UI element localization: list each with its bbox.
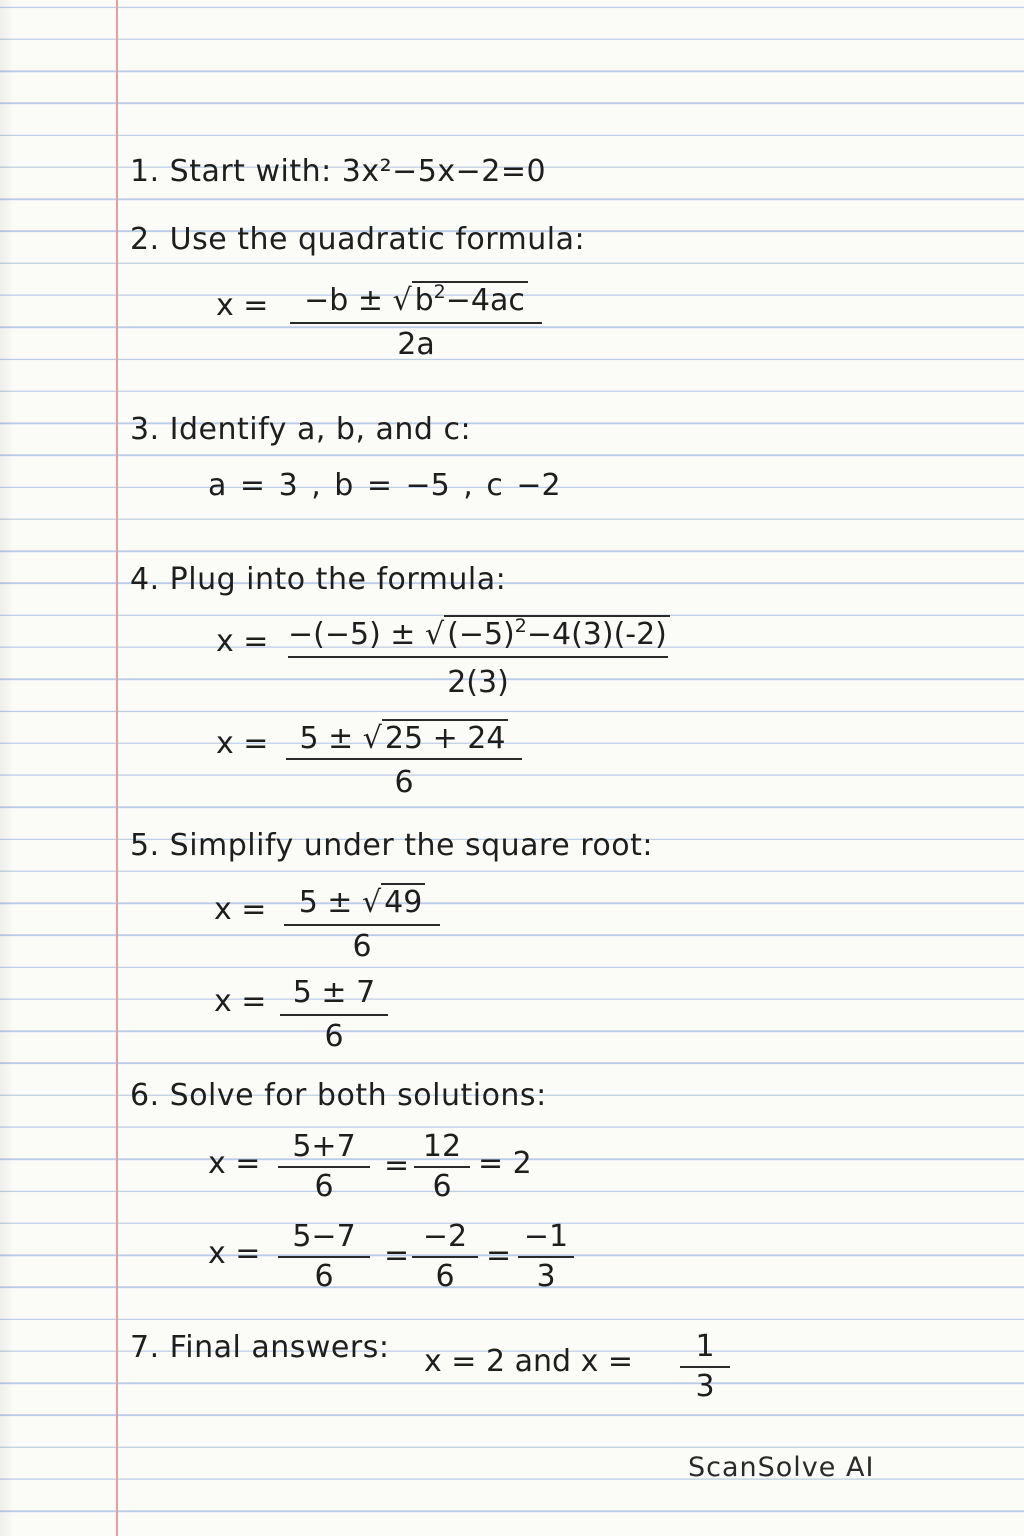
solution-1-fraction-b: 12 6 <box>414 1130 470 1206</box>
solution-1-result: = 2 <box>478 1146 532 1181</box>
margin-line <box>116 0 118 1536</box>
fraction-denominator: 2(3) <box>447 665 509 700</box>
final-answer-text: x = 2 and x = <box>424 1344 633 1379</box>
step-1: 1. Start with: 3x²−5x−2=0 <box>130 154 547 189</box>
step-7-heading: 7. Final answers: <box>130 1330 390 1365</box>
step-4-heading: 4. Plug into the formula: <box>130 562 507 597</box>
fraction-bar <box>288 656 668 658</box>
fraction-denominator: 2a <box>397 327 435 362</box>
solution-1-lhs: x = <box>208 1146 261 1181</box>
fraction-bar <box>284 924 440 926</box>
fraction-denominator: 6 <box>352 929 372 964</box>
solution-2-lhs: x = <box>208 1236 261 1271</box>
step-6-heading: 6. Solve for both solutions: <box>130 1078 547 1113</box>
fraction-bar <box>290 322 542 324</box>
equals-sign: = <box>486 1238 512 1273</box>
step-2-heading: 2. Use the quadratic formula: <box>130 222 586 257</box>
fraction-bar <box>280 1014 388 1016</box>
fraction-numerator: 5 ± 7 <box>292 975 376 1010</box>
equals-sign: = <box>384 1238 410 1273</box>
solution-1-fraction-a: 5+7 6 <box>278 1130 370 1206</box>
equals-sign: = <box>384 1148 410 1183</box>
simplified-lhs: x = <box>216 726 269 761</box>
fraction-numerator: 5 ± √ 49 <box>284 886 440 920</box>
solution-2-fraction-a: 5−7 6 <box>278 1220 370 1296</box>
fraction-numerator: −(−5) ± √ $(-5)^2-4(3)(-2)$ <box>288 618 668 652</box>
simplified-fraction <box>286 718 522 804</box>
fraction-denominator: 6 <box>394 765 414 800</box>
fraction-bar <box>286 758 522 760</box>
substitution-lhs: x = <box>216 624 269 659</box>
final-answer-fraction: 1 3 <box>680 1330 730 1406</box>
fraction-denominator: 6 <box>324 1019 344 1054</box>
solution-2-fraction-b: −2 6 <box>412 1220 478 1296</box>
root-fraction <box>284 884 440 970</box>
formula-lhs: x = <box>216 288 269 323</box>
substitution-fraction <box>288 614 668 706</box>
quadratic-formula-fraction <box>290 280 542 370</box>
step-3-heading: 3. Identify a, b, and c: <box>130 412 472 447</box>
step-5-heading: 5. Simplify under the square root: <box>130 828 653 863</box>
coefficients: a = 3 , b = −5 , c −2 <box>208 468 561 503</box>
fraction-numerator: −b ± √ $b^2-4ac$ <box>290 284 542 318</box>
evaluated-fraction <box>280 976 388 1062</box>
root-lhs: x = <box>214 892 267 927</box>
signature: ScanSolve AI <box>688 1452 875 1483</box>
evaluated-lhs: x = <box>214 984 267 1019</box>
solution-2-fraction-c: −1 3 <box>518 1220 574 1296</box>
sqrt-symbol: √ $b^2-4ac$ <box>393 284 528 318</box>
fraction-numerator: 5 ± √ 25 + 24 <box>286 722 522 756</box>
